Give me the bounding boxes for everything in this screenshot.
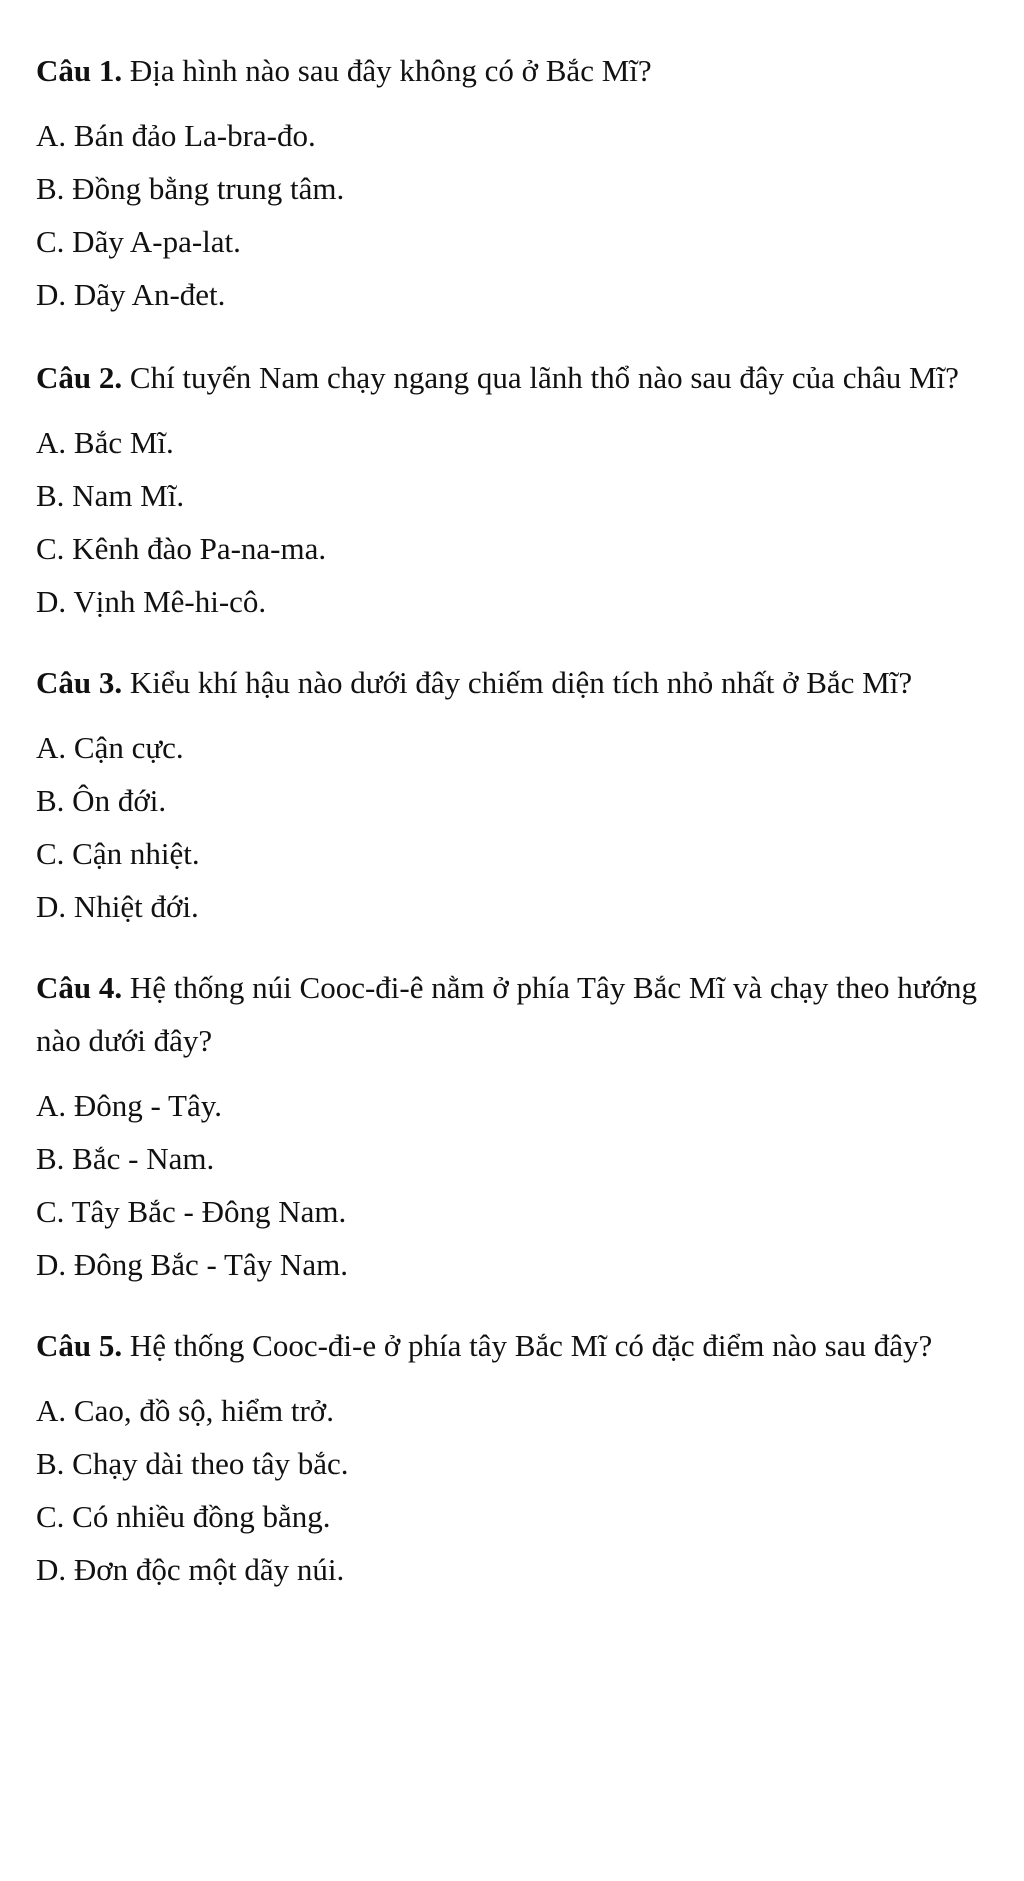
question-stem	[36, 351, 994, 404]
question-number: Câu 2.	[36, 360, 123, 395]
question-number: Câu 1.	[36, 53, 123, 88]
option-c: C. Cận nhiệt.	[36, 836, 200, 871]
question-stem	[36, 44, 994, 97]
option-b: B. Ôn đới.	[36, 783, 167, 818]
option-a: A. Đông - Tây.	[36, 1088, 222, 1123]
option-c: C. Kênh đào Pa-na-ma.	[36, 531, 327, 566]
question-text: Hệ thống núi Cooc-đi-ê nằm ở phía Tây Bắc Mĩ và chạy theo hướng nào dưới đây?	[36, 970, 977, 1058]
option-d: D. Dãy An-đet.	[36, 277, 226, 312]
option-a: A. Cận cực.	[36, 730, 184, 765]
question-number: Câu 4.	[36, 970, 123, 1005]
option-b: B. Đồng bằng trung tâm.	[36, 171, 345, 206]
option-c: C. Tây Bắc - Đông Nam.	[36, 1194, 347, 1229]
option-a: A. Bán đảo La-bra-đo.	[36, 118, 316, 153]
option-d: D. Đơn độc một dãy núi.	[36, 1552, 345, 1587]
option-d: D. Vịnh Mê-hi-cô.	[36, 584, 267, 619]
option-c: C. Dãy A-pa-lat.	[36, 224, 241, 259]
option-d: D. Đông Bắc - Tây Nam.	[36, 1247, 348, 1282]
question-stem	[36, 656, 994, 709]
question-3	[36, 656, 994, 933]
question-text: Chí tuyến Nam chạy ngang qua lãnh thổ nào sau đây của châu Mĩ?	[122, 360, 959, 395]
question-text: Địa hình nào sau đây không có ở Bắc Mĩ?	[122, 53, 652, 88]
option-b: B. Nam Mĩ.	[36, 478, 185, 513]
option-a: A. Bắc Mĩ.	[36, 425, 174, 460]
option-b: B. Bắc - Nam.	[36, 1141, 215, 1176]
question-number: Câu 3.	[36, 665, 123, 700]
option-d: D. Nhiệt đới.	[36, 889, 199, 924]
question-5	[36, 1319, 994, 1596]
question-text: Hệ thống Cooc-đi-e ở phía tây Bắc Mĩ có đặc điểm nào sau đây?	[122, 1328, 933, 1363]
question-number: Câu 5.	[36, 1328, 123, 1363]
option-c: C. Có nhiều đồng bằng.	[36, 1499, 331, 1534]
question-4	[36, 961, 994, 1291]
question-1	[36, 44, 994, 321]
option-b: B. Chạy dài theo tây bắc.	[36, 1446, 349, 1481]
question-stem	[36, 1319, 994, 1372]
option-a: A. Cao, đồ sộ, hiểm trở.	[36, 1393, 334, 1428]
question-text: Kiểu khí hậu nào dưới đây chiếm diện tích nhỏ nhất ở Bắc Mĩ?	[122, 665, 913, 700]
question-stem	[36, 961, 994, 1067]
question-2	[36, 351, 994, 628]
